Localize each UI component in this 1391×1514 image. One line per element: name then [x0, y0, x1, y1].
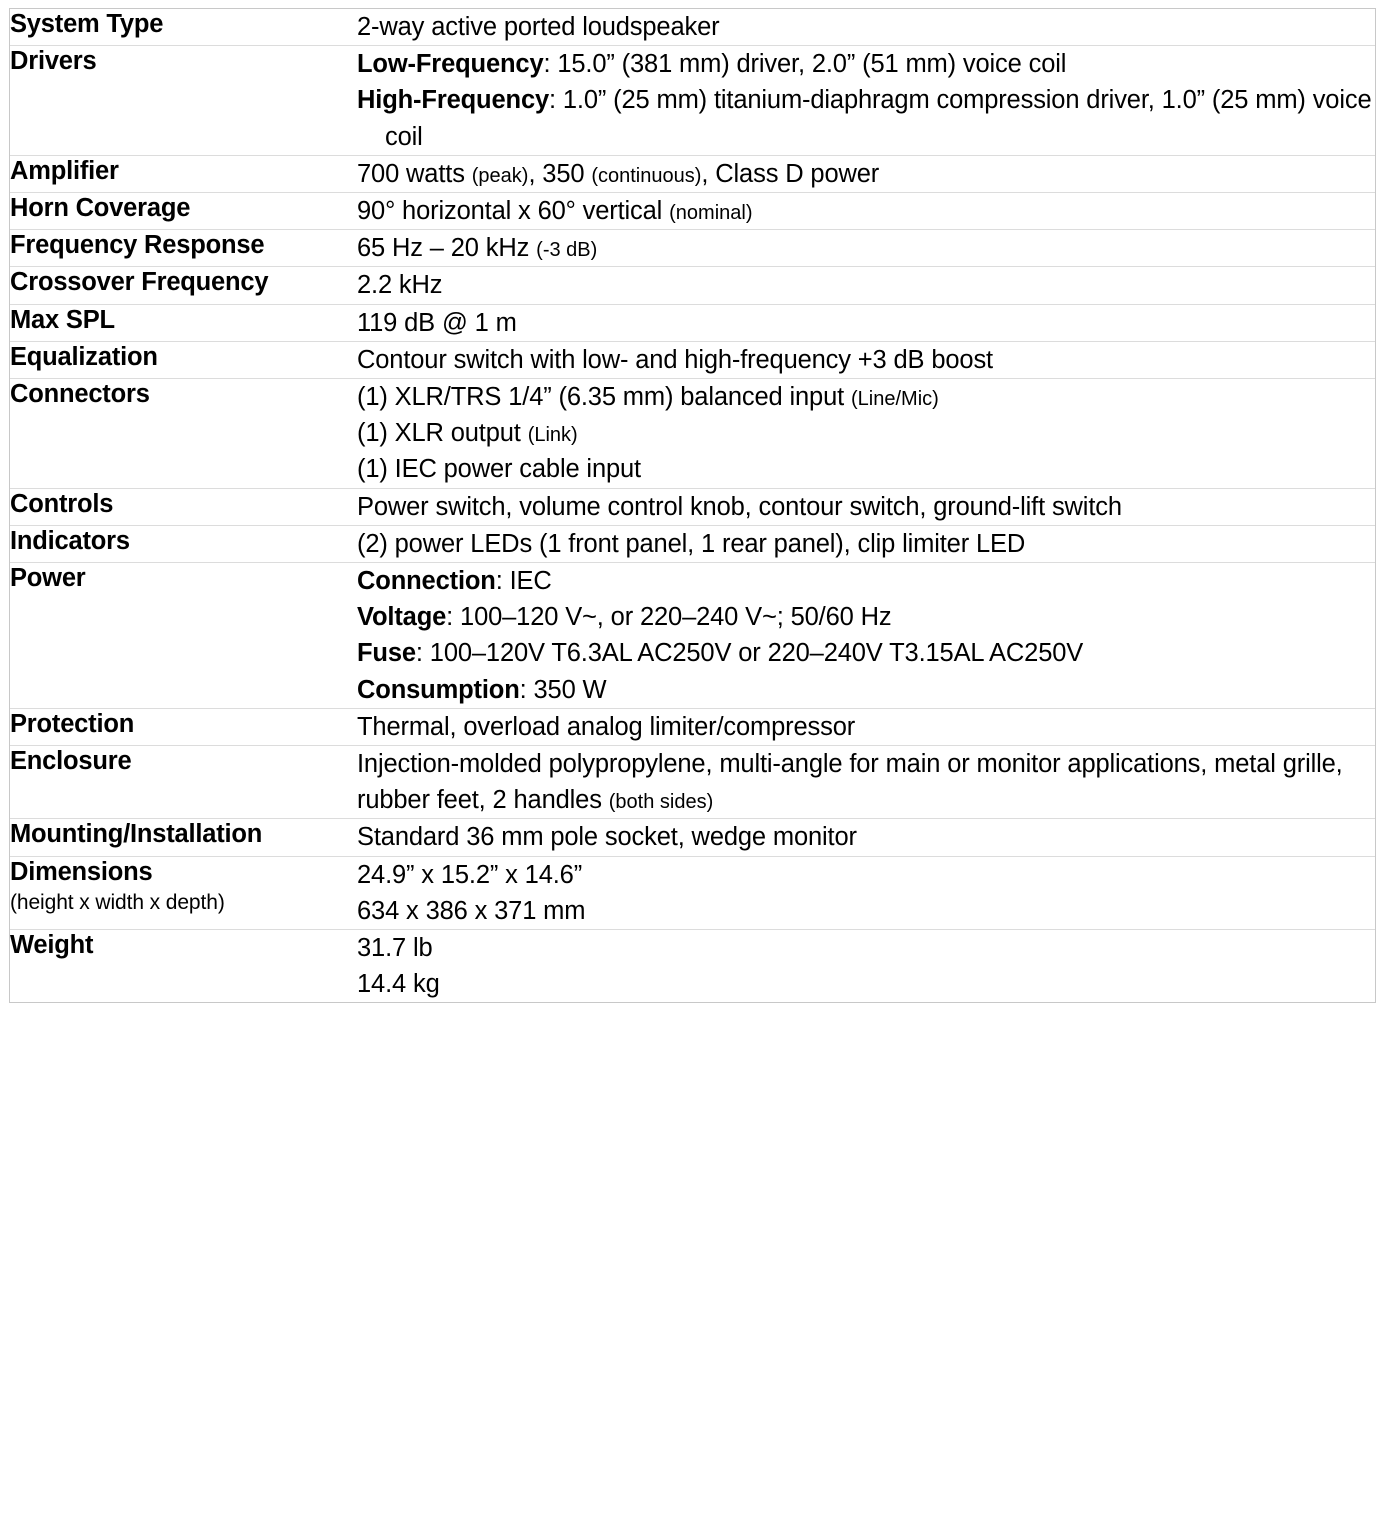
- spec-label-cell-indicators: [10, 525, 357, 562]
- spec-value-segment: , 350: [528, 159, 592, 188]
- spec-value-segment: : 15.0” (381 mm) driver, 2.0” (51 mm) voice coil: [543, 50, 1067, 79]
- spec-value-segment: 700 watts: [357, 159, 472, 188]
- spec-value-segment: (peak): [471, 164, 529, 187]
- spec-value-segment: 31.7 lb: [357, 934, 433, 963]
- spec-label-cell-equalization: [10, 341, 357, 378]
- spec-value-cell-controls: [357, 488, 1375, 525]
- spec-value-cell-drivers: [357, 46, 1375, 156]
- spec-value-cell-frequency-response: [357, 230, 1375, 267]
- spec-value-cell-connectors: [357, 379, 1375, 489]
- spec-sublabel-dimensions: (height x width x depth): [10, 890, 225, 914]
- spec-row-dimensions: [10, 856, 1375, 929]
- spec-row-enclosure: [10, 746, 1375, 819]
- spec-label-amplifier: Amplifier: [10, 156, 119, 185]
- spec-value-cell-dimensions: [357, 856, 1375, 929]
- spec-value-segment: Connection: [357, 567, 496, 596]
- spec-label-mounting-installation: Mounting/Installation: [10, 820, 263, 849]
- spec-label-cell-mounting-installation: [10, 819, 357, 856]
- spec-value-segment: : 100–120 V~, or 220–240 V~; 50/60 Hz: [446, 603, 892, 632]
- spec-label-cell-max-spl: [10, 304, 357, 341]
- spec-label-cell-weight: [10, 930, 357, 1003]
- spec-row-equalization: [10, 341, 1375, 378]
- spec-label-cell-crossover-frequency: [10, 267, 357, 304]
- spec-value-line: [357, 305, 1375, 341]
- spec-value-line: [357, 230, 1375, 266]
- spec-value-line: [357, 267, 1375, 303]
- spec-value-segment: Power switch, volume control knob, contour switch, ground-lift switch: [357, 492, 1122, 521]
- spec-value-segment: 90° horizontal x 60° vertical: [357, 197, 670, 226]
- spec-value-segment: Contour switch with low- and high-frequency +3 dB boost: [357, 345, 993, 374]
- specifications-table-container: [9, 8, 1376, 1003]
- spec-value-segment: Thermal, overload analog limiter/compressor: [357, 712, 856, 741]
- spec-value-segment: (-3 dB): [536, 239, 598, 262]
- spec-value-segment: Fuse: [357, 639, 416, 668]
- spec-value-segment: (2) power LEDs (1 front panel, 1 rear panel), clip limiter LED: [357, 529, 1026, 558]
- spec-value-line: [357, 193, 1375, 229]
- spec-value-cell-indicators: [357, 525, 1375, 562]
- spec-row-protection: [10, 708, 1375, 745]
- spec-value-line: [357, 819, 1375, 855]
- spec-value-line: [357, 599, 1375, 635]
- spec-value-cell-amplifier: [357, 155, 1375, 192]
- spec-label-protection: Protection: [10, 709, 135, 738]
- spec-row-indicators: [10, 525, 1375, 562]
- spec-value-segment: , Class D power: [701, 159, 880, 188]
- spec-value-segment: (1) XLR output: [357, 419, 528, 448]
- specifications-table: [10, 9, 1375, 1002]
- spec-value-line: [357, 893, 1375, 929]
- spec-value-cell-system-type: [357, 9, 1375, 46]
- spec-row-controls: [10, 488, 1375, 525]
- spec-label-cell-amplifier: [10, 155, 357, 192]
- spec-value-segment: Injection-molded polypropylene, multi-angle for main or monitor applications, metal grille, rubber feet, 2 handles: [357, 750, 1343, 815]
- spec-row-power: [10, 563, 1375, 709]
- spec-value-cell-protection: [357, 708, 1375, 745]
- spec-value-segment: (1) XLR/TRS 1/4” (6.35 mm) balanced input: [357, 383, 851, 412]
- spec-value-line: [357, 563, 1375, 599]
- spec-value-line: [357, 966, 1375, 1002]
- spec-row-amplifier: [10, 155, 1375, 192]
- spec-label-cell-system-type: [10, 9, 357, 46]
- spec-value-line: [357, 930, 1375, 966]
- spec-value-line: [357, 415, 1375, 451]
- spec-value-line: [357, 46, 1375, 82]
- spec-value-segment: (both sides): [608, 791, 714, 814]
- spec-value-line: [357, 526, 1375, 562]
- spec-value-line: [357, 82, 1375, 154]
- spec-value-segment: : 350 W: [519, 675, 607, 704]
- spec-value-cell-equalization: [357, 341, 1375, 378]
- spec-row-drivers: [10, 46, 1375, 156]
- spec-label-max-spl: Max SPL: [10, 305, 115, 334]
- spec-value-segment: (continuous): [591, 164, 702, 187]
- spec-label-indicators: Indicators: [10, 526, 130, 555]
- spec-value-segment: 119 dB @ 1 m: [357, 308, 517, 337]
- spec-label-crossover-frequency: Crossover Frequency: [10, 268, 269, 297]
- spec-value-line: [357, 672, 1375, 708]
- spec-label-dimensions: Dimensions: [10, 857, 153, 886]
- spec-value-segment: Low-Frequency: [357, 50, 544, 79]
- spec-label-cell-power: [10, 563, 357, 709]
- spec-row-horn-coverage: [10, 193, 1375, 230]
- spec-value-cell-power: [357, 563, 1375, 709]
- spec-value-cell-crossover-frequency: [357, 267, 1375, 304]
- spec-value-segment: Consumption: [357, 675, 520, 704]
- spec-label-enclosure: Enclosure: [10, 747, 132, 776]
- spec-value-segment: Voltage: [357, 603, 447, 632]
- spec-value-cell-max-spl: [357, 304, 1375, 341]
- spec-value-segment: (Link): [527, 424, 578, 447]
- spec-value-segment: (nominal): [669, 202, 753, 225]
- spec-row-frequency-response: [10, 230, 1375, 267]
- spec-row-weight: [10, 930, 1375, 1003]
- spec-value-segment: High-Frequency: [357, 86, 550, 115]
- spec-label-cell-controls: [10, 488, 357, 525]
- spec-label-power: Power: [10, 564, 86, 593]
- spec-label-frequency-response: Frequency Response: [10, 231, 265, 260]
- spec-label-weight: Weight: [10, 931, 94, 960]
- spec-value-segment: Standard 36 mm pole socket, wedge monitor: [357, 823, 857, 852]
- spec-row-connectors: [10, 379, 1375, 489]
- spec-label-cell-protection: [10, 708, 357, 745]
- spec-value-line: [357, 635, 1375, 671]
- spec-label-equalization: Equalization: [10, 342, 158, 371]
- spec-label-cell-drivers: [10, 46, 357, 156]
- spec-row-mounting-installation: [10, 819, 1375, 856]
- spec-value-line: [357, 379, 1375, 415]
- spec-value-line: [357, 489, 1375, 525]
- spec-value-segment: 65 Hz – 20 kHz: [357, 234, 537, 263]
- spec-value-line: [357, 156, 1375, 192]
- spec-value-line: [357, 857, 1375, 893]
- spec-value-segment: 634 x 386 x 371 mm: [357, 896, 586, 925]
- spec-value-line: [357, 709, 1375, 745]
- spec-label-cell-connectors: [10, 379, 357, 489]
- spec-value-segment: : 100–120V T6.3AL AC250V or 220–240V T3.15AL AC250V: [415, 639, 1084, 668]
- spec-value-segment: (1) IEC power cable input: [357, 455, 641, 484]
- spec-label-cell-enclosure: [10, 746, 357, 819]
- specifications-table-body: [10, 9, 1375, 1002]
- spec-value-segment: 2.2 kHz: [357, 271, 443, 300]
- spec-value-segment: : 1.0” (25 mm) titanium-diaphragm compression driver, 1.0” (25 mm) voice coil: [385, 86, 1372, 151]
- spec-value-cell-weight: [357, 930, 1375, 1003]
- spec-value-cell-enclosure: [357, 746, 1375, 819]
- spec-label-horn-coverage: Horn Coverage: [10, 194, 191, 223]
- spec-value-line: [357, 746, 1375, 818]
- spec-value-cell-mounting-installation: [357, 819, 1375, 856]
- spec-value-segment: (Line/Mic): [851, 388, 939, 411]
- spec-value-line: [357, 451, 1375, 487]
- spec-label-cell-dimensions: [10, 856, 357, 929]
- spec-label-cell-horn-coverage: [10, 193, 357, 230]
- spec-value-segment: 2-way active ported loudspeaker: [357, 13, 720, 41]
- spec-label-connectors: Connectors: [10, 380, 150, 409]
- spec-row-system-type: [10, 9, 1375, 46]
- spec-row-max-spl: [10, 304, 1375, 341]
- spec-row-crossover-frequency: [10, 267, 1375, 304]
- spec-value-cell-horn-coverage: [357, 193, 1375, 230]
- spec-label-controls: Controls: [10, 489, 114, 518]
- spec-value-line: [357, 9, 1375, 45]
- spec-value-segment: 14.4 kg: [357, 970, 440, 999]
- spec-value-segment: : IEC: [495, 567, 552, 596]
- spec-value-segment: 24.9” x 15.2” x 14.6”: [357, 860, 583, 889]
- spec-label-system-type: System Type: [10, 10, 164, 38]
- spec-label-cell-frequency-response: [10, 230, 357, 267]
- spec-label-drivers: Drivers: [10, 47, 97, 76]
- spec-value-line: [357, 342, 1375, 378]
